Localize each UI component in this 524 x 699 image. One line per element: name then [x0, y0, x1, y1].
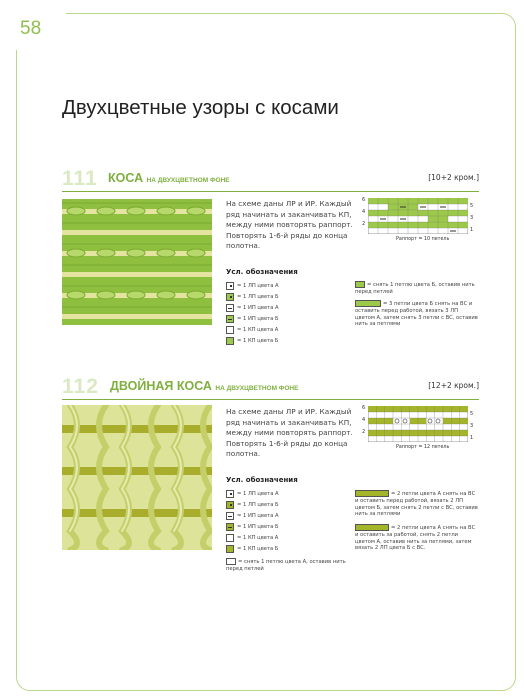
symbol-note: = 3 петли цвета Б снять на ВС и оставить перед работой, вязать 3 ЛП цветом А, затем снять 3 петли с ВС, оставив нить за петлями	[355, 301, 478, 328]
chart-row-number: 1	[470, 227, 474, 233]
chart-row-number: 2	[362, 221, 366, 227]
symbol-note: = снять 1 петлю цвета Б, оставив нить перед петлей	[355, 282, 475, 295]
chart-row-number: 5	[470, 411, 474, 417]
legend-title: Усл. обозначения	[226, 476, 298, 484]
pattern-number: 111	[62, 167, 98, 190]
knitting-sample-photo	[62, 199, 212, 325]
legend-item: = 1 КП цвета А	[226, 533, 278, 542]
legend-item: = 1 ИП цвета А	[226, 511, 279, 520]
section-header	[62, 375, 479, 402]
knitting-sample-photo	[62, 405, 212, 550]
pattern-title-main: ДВОЙНАЯ КОСА	[110, 379, 212, 393]
legend-item: = 1 ИП цвета А	[226, 303, 279, 312]
edge-stitch-icon	[226, 545, 234, 553]
chart-row-number: 2	[362, 429, 366, 435]
legend-item: = 1 ИП цвета Б	[226, 314, 279, 323]
chart-repeat-caption: Раппорт = 10 петель	[396, 237, 450, 242]
symbol-note: = 2 петли цвета А снять на ВС и оставить за работой, снять 2 петли цветом А, оставив нить за петлями, затем вязать 2 ЛП цвета Б с ВС.	[355, 525, 476, 552]
pattern-instructions: На схеме даны ЛР и ИР. Каждый ряд начинать и заканчивать КП, между ними повторять раппорт. Повторять 1-6-й ряды до конца полотна.	[226, 199, 353, 250]
knit-stitch-icon	[226, 501, 234, 509]
chart-row-number: 6	[362, 197, 366, 203]
page-number: 58	[20, 18, 42, 39]
pattern-section-112	[62, 375, 479, 588]
slip-stitch-icon	[226, 558, 236, 565]
pattern-title-main: КОСА	[108, 171, 144, 185]
legend-item: = 1 ЛП цвета А	[226, 489, 279, 498]
edge-stitch-icon	[226, 326, 234, 334]
legend-item: = 1 КП цвета Б	[226, 336, 278, 345]
pattern-instructions: На схеме даны ЛР и ИР. Каждый ряд начинать и заканчивать КП, между ними повторять раппорт. Повторять 1-6-й ряды до конца полотна.	[226, 407, 353, 458]
chart-repeat-caption: Раппорт = 12 петель	[396, 445, 450, 450]
pattern-chart	[362, 404, 472, 456]
purl-stitch-icon	[226, 315, 234, 323]
legend-item: = 1 ЛП цвета Б	[226, 292, 279, 301]
knit-stitch-icon	[226, 293, 234, 301]
cable-cross-icon	[355, 490, 389, 497]
chart-row-number: 5	[470, 203, 474, 209]
section-rule	[62, 399, 479, 400]
purl-stitch-icon	[226, 512, 234, 520]
legend-item: = 1 КП цвета А	[226, 325, 278, 334]
chart-row-number: 4	[362, 417, 366, 423]
symbol-note: = снять 1 петлю цвета А, оставив нить перед петлей	[226, 559, 346, 572]
edge-stitch-icon	[226, 337, 234, 345]
legend-title: Усл. обозначения	[226, 268, 298, 276]
legend-item: = 1 ЛП цвета Б	[226, 500, 279, 509]
chart-row-number: 1	[470, 435, 474, 441]
pattern-title	[108, 171, 230, 185]
symbol-note: = 2 петли цвета А снять на ВС и оставить перед работой, вязать 2 ЛП цветом Б, затем снять 2 петли с ВС, оставив нить за петлями	[355, 491, 478, 518]
knit-stitch-icon	[226, 490, 234, 498]
legend-item: = 1 ЛП цвета А	[226, 281, 279, 290]
chart-row-number: 6	[362, 405, 366, 411]
section-rule	[62, 191, 479, 192]
pattern-title	[110, 379, 298, 393]
chart-row-number: 4	[362, 209, 366, 215]
slip-stitch-icon	[355, 281, 365, 288]
chart-row-number: 3	[470, 215, 474, 221]
chart-row-number: 3	[470, 423, 474, 429]
page-title: Двухцветные узоры с косами	[62, 96, 339, 119]
pattern-section-111	[62, 167, 479, 350]
stitch-repeat: [12+2 кром.]	[428, 381, 479, 390]
pattern-number: 112	[62, 375, 99, 398]
legend-item: = 1 КП цвета Б	[226, 544, 278, 553]
stitch-repeat: [10+2 кром.]	[428, 173, 479, 182]
pattern-subtitle: НА ДВУХЦВЕТНОМ ФОНЕ	[146, 177, 230, 184]
pattern-chart	[362, 196, 472, 248]
purl-stitch-icon	[226, 304, 234, 312]
section-header	[62, 167, 479, 194]
pattern-subtitle: НА ДВУХЦВЕТНОМ ФОНЕ	[215, 385, 299, 392]
purl-stitch-icon	[226, 523, 234, 531]
legend-item: = 1 ИП цвета Б	[226, 522, 279, 531]
cable-cross-icon	[355, 524, 389, 531]
edge-stitch-icon	[226, 534, 234, 542]
knit-stitch-icon	[226, 282, 234, 290]
cable-cross-icon	[355, 300, 381, 307]
